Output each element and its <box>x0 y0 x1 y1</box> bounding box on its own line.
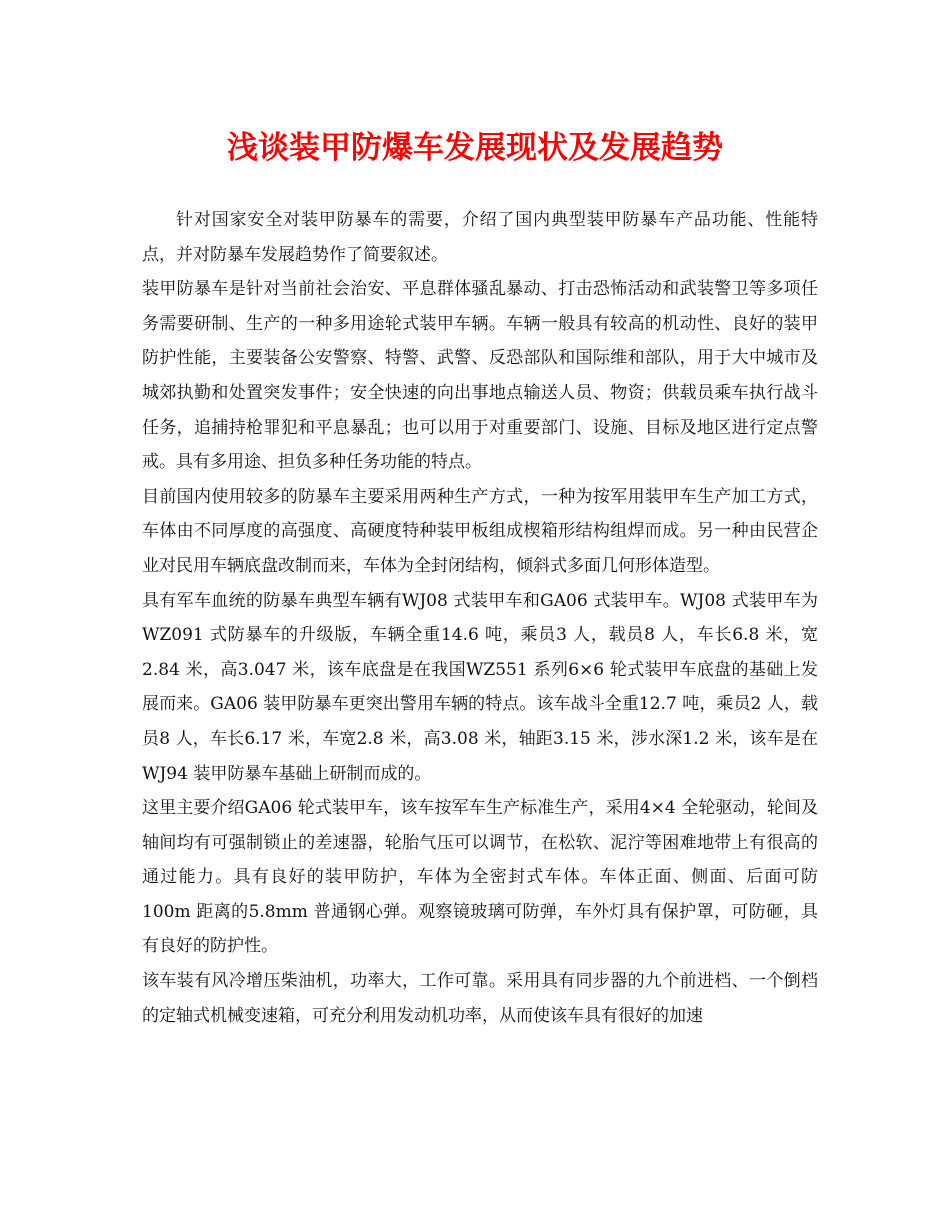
body-paragraph-3: 具有军车血统的防暴车典型车辆有WJ08 式装甲车和GA06 式装甲车。WJ08 式装甲车为WZ091 式防暴车的升级版，车辆全重14.6 吨，乘员3 人，载员8 人，车长6.8 米，宽2.84 米，高3.047 米，该车底盘是在我国WZ551 系列6×6 轮式装甲车底盘的基础上发展而来。GA06 装甲防暴车更突出警用车辆的特点。该车战斗全重12.7 吨，乘员2 人，载员8 人，车长6.17 米，车宽2.8 米，高3.08 米，轴距3.15 米，涉水深1.2 米，该车是在WJ94 装甲防暴车基础上研制而成的。 <box>142 590 818 784</box>
body-paragraph-2: 目前国内使用较多的防暴车主要采用两种生产方式，一种为按军用装甲车生产加工方式，车体由不同厚度的高强度、高硬度特种装甲板组成楔箱形结构组焊而成。另一种由民营企业对民用车辆底盘改制而来，车体为全封闭结构，倾斜式多面几何形体造型。 <box>142 486 818 576</box>
document-title: 浅谈装甲防爆车发展现状及发展趋势 <box>227 130 723 166</box>
body-paragraph-1: 装甲防暴车是针对当前社会治安、平息群体骚乱暴动、打击恐怖活动和武装警卫等多项任务需要研制、生产的一种多用途轮式装甲车辆。车辆一般具有较高的机动性、良好的装甲防护性能，主要装备公安警察、特警、武警、反恐部队和国际维和部队，用于大中城市及城郊执勤和处置突发事件；安全快速的向出事地点输送人员、物资；供载员乘车执行战斗任务，追捕持枪罪犯和平息暴乱；也可以用于对重要部门、设施、目标及地区进行定点警戒。具有多用途、担负多种任务功能的特点。 <box>142 279 818 473</box>
abstract-paragraph: 针对国家安全对装甲防暴车的需要，介绍了国内典型装甲防暴车产品功能、性能特点，并对防暴车发展趋势作了简要叙述。 <box>142 210 818 265</box>
body-paragraph-4: 这里主要介绍GA06 轮式装甲车，该车按军车生产标准生产，采用4×4 全轮驱动，轮间及轴间均有可强制锁止的差速器，轮胎气压可以调节，在松软、泥泞等困难地带上有很高的通过能力。具有良好的装甲防护，车体为全密封式车体。车体正面、侧面、后面可防100m 距离的5.8mm 普通钢心弹。观察镜玻璃可防弹，车外灯具有保护罩，可防砸，具有良好的防护性。 <box>142 798 818 957</box>
body-paragraph-5: 该车装有风冷增压柴油机，功率大，工作可靠。采用具有同步器的九个前进档、一个倒档的定轴式机械变速箱，可充分利用发动机功率，从而使该车具有很好的加速 <box>142 971 818 1026</box>
document-body <box>142 203 818 1033</box>
